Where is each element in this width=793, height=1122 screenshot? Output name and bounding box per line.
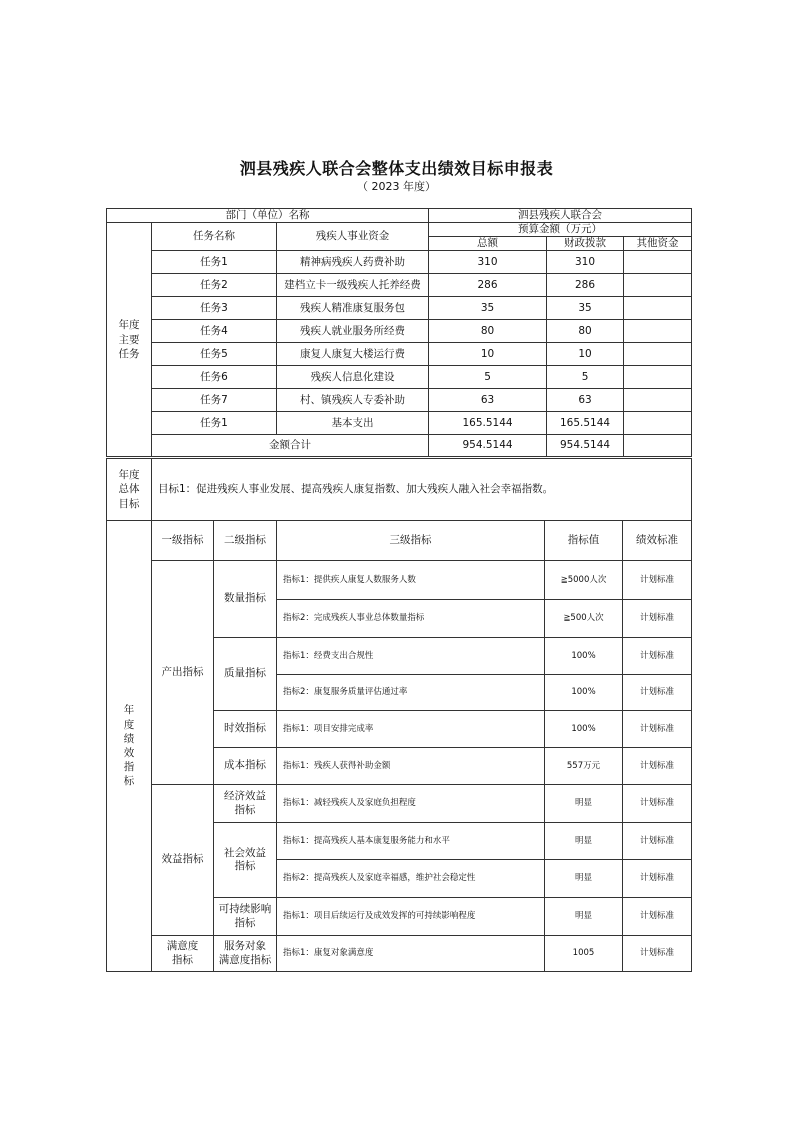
tasks-section-label: 年度 主要 任务 xyxy=(107,223,152,457)
tasks-table xyxy=(106,208,692,457)
level2-service: 服务对象 满意度指标 xyxy=(214,936,277,972)
sum-row xyxy=(107,435,692,457)
goal-text: 目标1：促进残疾人事业发展、提高残疾人康复指数、加大残疾人融入社会幸福指数。 xyxy=(152,459,692,521)
task-fiscal: 35 xyxy=(547,297,624,320)
task-name: 任务3 xyxy=(152,297,277,320)
sum-total: 954.5144 xyxy=(429,435,547,457)
indicator-standard: 计划标准 xyxy=(623,600,692,638)
task-fiscal: 80 xyxy=(547,320,624,343)
level1-header: 一级指标 xyxy=(152,521,214,561)
other-header: 其他资金 xyxy=(624,237,692,251)
level3-item: 指标1：项目安排完成率 xyxy=(277,711,545,748)
task-item: 残疾人信息化建设 xyxy=(277,366,429,389)
indicator-value: ≧500人次 xyxy=(545,600,623,638)
indicators-table xyxy=(106,520,692,972)
sum-fiscal: 954.5144 xyxy=(547,435,624,457)
task-other xyxy=(624,297,692,320)
task-name: 任务2 xyxy=(152,274,277,297)
indicator-value: 100% xyxy=(545,638,623,675)
task-name: 任务7 xyxy=(152,389,277,412)
fund-header: 残疾人事业资金 xyxy=(277,223,429,251)
level1-satisfaction: 满意度 指标 xyxy=(152,936,214,972)
task-name: 任务5 xyxy=(152,343,277,366)
task-item: 基本支出 xyxy=(277,412,429,435)
indicator-value: 557万元 xyxy=(545,748,623,785)
level2-cost: 成本指标 xyxy=(214,748,277,785)
task-row xyxy=(107,297,692,320)
level3-item: 指标2：提高残疾人及家庭幸福感，维护社会稳定性 xyxy=(277,860,545,898)
indicator-standard: 计划标准 xyxy=(623,898,692,936)
task-fiscal: 286 xyxy=(547,274,624,297)
task-item: 精神病残疾人药费补助 xyxy=(277,251,429,274)
indicator-standard: 计划标准 xyxy=(623,785,692,823)
sum-label: 金额合计 xyxy=(152,435,429,457)
indicator-value: 100% xyxy=(545,711,623,748)
indicator-value: 1005 xyxy=(545,936,623,972)
task-total: 286 xyxy=(429,274,547,297)
task-row xyxy=(107,389,692,412)
task-other xyxy=(624,251,692,274)
indicator-value: 明显 xyxy=(545,823,623,860)
dept-label: 部门（单位）名称 xyxy=(107,209,429,223)
task-total: 10 xyxy=(429,343,547,366)
goal-table xyxy=(106,458,692,521)
task-item: 建档立卡一级残疾人托养经费 xyxy=(277,274,429,297)
level2-quality: 质量指标 xyxy=(214,638,277,711)
indicator-value: 明显 xyxy=(545,898,623,936)
task-total: 63 xyxy=(429,389,547,412)
indicator-standard: 计划标准 xyxy=(623,748,692,785)
indicator-standard: 计划标准 xyxy=(623,638,692,675)
task-row xyxy=(107,251,692,274)
task-item: 残疾人就业服务所经费 xyxy=(277,320,429,343)
level3-item: 指标1：提供疾人康复人数服务人数 xyxy=(277,561,545,600)
sum-other xyxy=(624,435,692,457)
task-row xyxy=(107,274,692,297)
indicator-standard: 计划标准 xyxy=(623,860,692,898)
task-item: 残疾人精准康复服务包 xyxy=(277,297,429,320)
level2-economic: 经济效益 指标 xyxy=(214,785,277,823)
level3-item: 指标1：减轻残疾人及家庭负担程度 xyxy=(277,785,545,823)
task-name-header: 任务名称 xyxy=(152,223,277,251)
task-row xyxy=(107,412,692,435)
task-item: 康复人康复大楼运行费 xyxy=(277,343,429,366)
task-other xyxy=(624,389,692,412)
indicator-value: 明显 xyxy=(545,785,623,823)
level2-social: 社会效益 指标 xyxy=(214,823,277,898)
level3-item: 指标1：经费支出合规性 xyxy=(277,638,545,675)
task-name: 任务6 xyxy=(152,366,277,389)
level2-quantity: 数量指标 xyxy=(214,561,277,638)
task-total: 35 xyxy=(429,297,547,320)
level3-item: 指标1：康复对象满意度 xyxy=(277,936,545,972)
task-total: 5 xyxy=(429,366,547,389)
year-subtitle: （ 2023 年度） xyxy=(357,180,436,193)
task-row xyxy=(107,343,692,366)
level3-item: 指标1：残疾人获得补助金额 xyxy=(277,748,545,785)
task-item: 村、镇残疾人专委补助 xyxy=(277,389,429,412)
goal-label: 年度 总体 目标 xyxy=(107,459,152,521)
level1-output: 产出指标 xyxy=(152,561,214,785)
indicator-value: ≧5000人次 xyxy=(545,561,623,600)
task-total: 80 xyxy=(429,320,547,343)
task-fiscal: 5 xyxy=(547,366,624,389)
total-header: 总额 xyxy=(429,237,547,251)
indicator-value: 100% xyxy=(545,675,623,711)
task-other xyxy=(624,412,692,435)
task-fiscal: 310 xyxy=(547,251,624,274)
indicator-value: 明显 xyxy=(545,860,623,898)
fiscal-header: 财政拨款 xyxy=(547,237,624,251)
task-name: 任务4 xyxy=(152,320,277,343)
level3-item: 指标1：项目后续运行及成效发挥的可持续影响程度 xyxy=(277,898,545,936)
standard-header: 绩效标准 xyxy=(623,521,692,561)
indicators-section-label: 年 度 绩 效 指 标 xyxy=(107,521,152,972)
level3-item: 指标2：完成残疾人事业总体数量指标 xyxy=(277,600,545,638)
level2-sustainable: 可持续影响 指标 xyxy=(214,898,277,936)
task-other xyxy=(624,343,692,366)
level3-header: 三级指标 xyxy=(277,521,545,561)
task-total: 165.5144 xyxy=(429,412,547,435)
task-other xyxy=(624,320,692,343)
level2-header: 二级指标 xyxy=(214,521,277,561)
task-fiscal: 63 xyxy=(547,389,624,412)
task-row xyxy=(107,366,692,389)
indicator-standard: 计划标准 xyxy=(623,936,692,972)
indicator-standard: 计划标准 xyxy=(623,711,692,748)
indicator-row xyxy=(107,561,692,600)
indicator-standard: 计划标准 xyxy=(623,561,692,600)
indicator-row xyxy=(107,936,692,972)
level1-benefit: 效益指标 xyxy=(152,785,214,936)
level3-item: 指标1：提高残疾人基本康复服务能力和水平 xyxy=(277,823,545,860)
page-title: 泗县残疾人联合会整体支出绩效目标申报表 xyxy=(239,159,554,178)
indicator-standard: 计划标准 xyxy=(623,675,692,711)
indicator-standard: 计划标准 xyxy=(623,823,692,860)
task-fiscal: 165.5144 xyxy=(547,412,624,435)
task-fiscal: 10 xyxy=(547,343,624,366)
task-name: 任务1 xyxy=(152,251,277,274)
level2-timeliness: 时效指标 xyxy=(214,711,277,748)
dept-value: 泗县残疾人联合会 xyxy=(429,209,692,223)
task-total: 310 xyxy=(429,251,547,274)
indicator-row xyxy=(107,785,692,823)
task-row xyxy=(107,320,692,343)
task-other xyxy=(624,274,692,297)
task-other xyxy=(624,366,692,389)
task-name: 任务1 xyxy=(152,412,277,435)
value-header: 指标值 xyxy=(545,521,623,561)
budget-header: 预算金额（万元） xyxy=(429,223,692,237)
level3-item: 指标2：康复服务质量评估通过率 xyxy=(277,675,545,711)
